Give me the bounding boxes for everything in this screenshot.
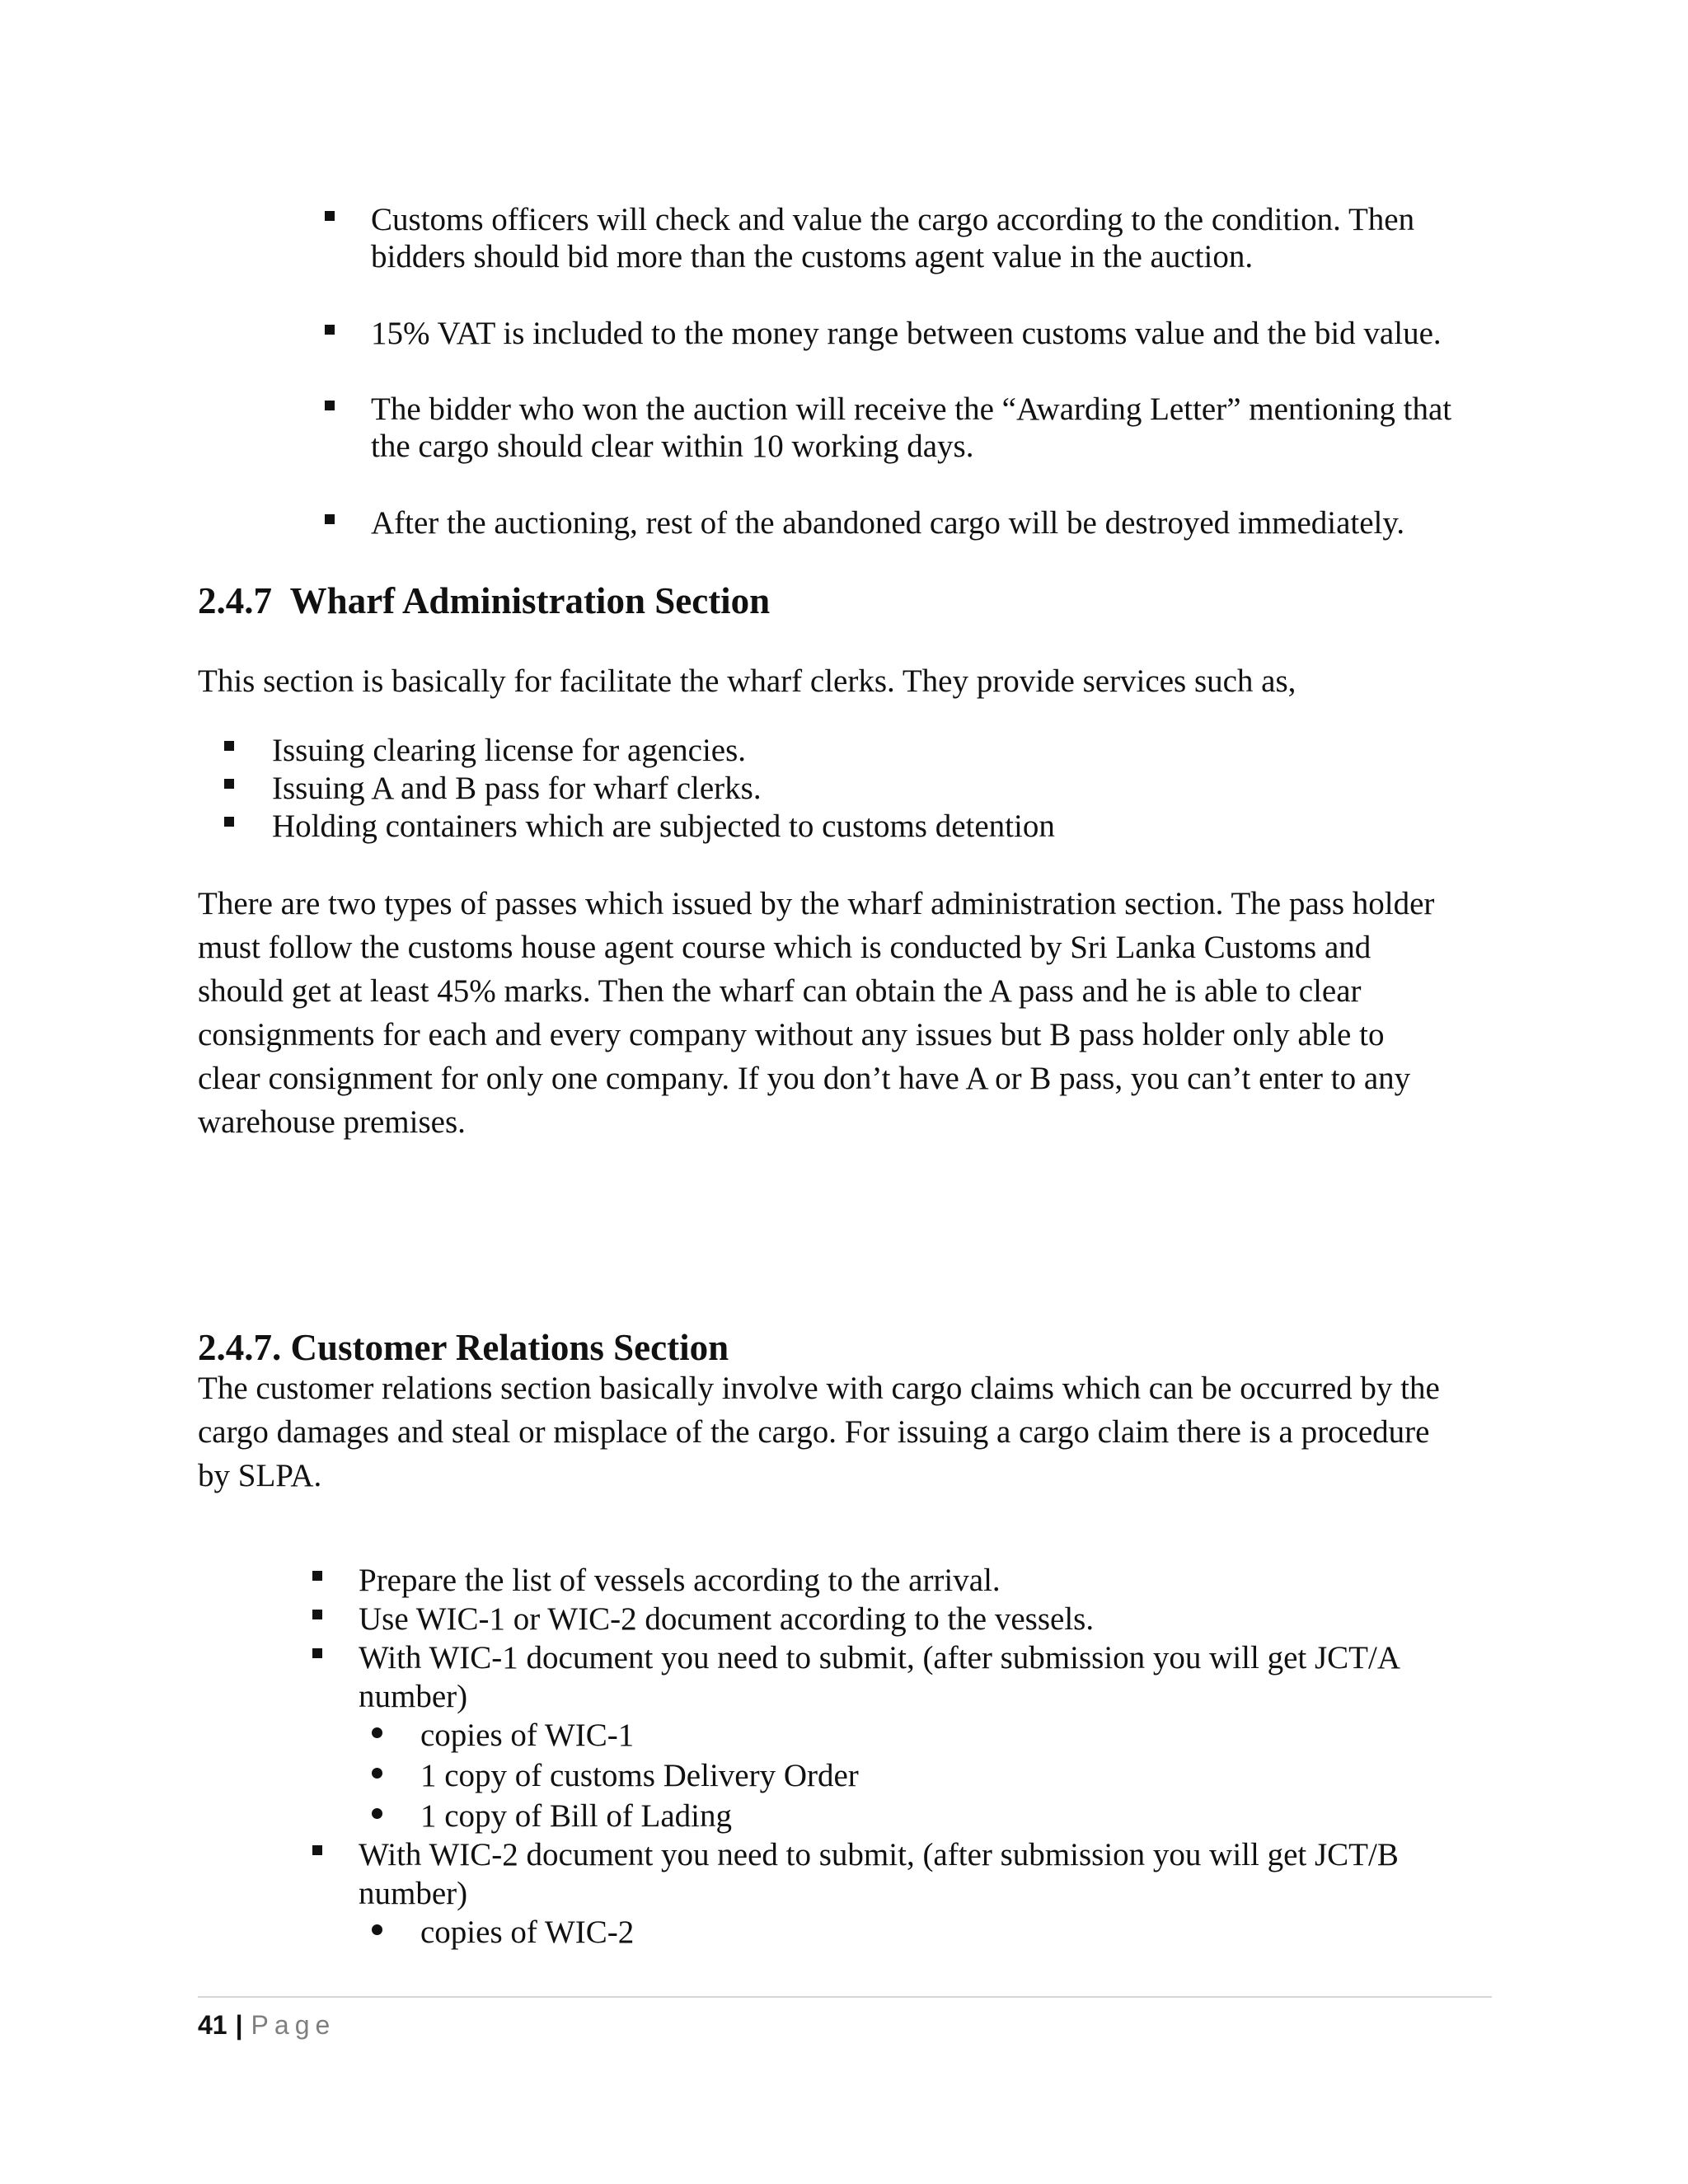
wharf-intro: This section is basically for facilitate the wharf clerks. They provide services such as, (198, 663, 1296, 699)
bullet-square-icon (224, 741, 234, 751)
claim-sub-item: copies of WIC-2 (420, 1915, 635, 1950)
footer-separator: | (235, 2010, 243, 2040)
claim-step-continuation: number) (359, 1876, 468, 1911)
page-footer (198, 2012, 335, 2038)
bullet-square-icon (325, 211, 335, 221)
wharf-section-heading: 2.4.7 Wharf Administration Section (198, 580, 771, 621)
wharf-service-1: Issuing clearing license for agencies. (272, 733, 747, 768)
claim-step: With WIC-2 document you need to submit, (after submission you will get JCT/B (359, 1837, 1399, 1872)
customer-paragraph-line: The customer relations section basically involve with cargo claims which can be occurred by the (198, 1371, 1440, 1406)
bullet-square-icon (325, 325, 335, 335)
claim-step: Use WIC-1 or WIC-2 document according to the vessels. (359, 1601, 1095, 1637)
bullet-square-icon (312, 1648, 322, 1658)
bullet-dot-icon (372, 1808, 382, 1819)
claim-step: Prepare the list of vessels according to the arrival. (359, 1563, 1001, 1598)
wharf-paragraph-line: clear consignment for only one company. If you don’t have A or B pass, you can’t enter to any (198, 1061, 1411, 1096)
wharf-service-3: Holding containers which are subjected to customs detention (272, 808, 1055, 844)
wharf-paragraph-line: must follow the customs house agent course which is conducted by Sri Lanka Customs and (198, 930, 1372, 965)
bullet-square-icon (312, 1610, 322, 1619)
wharf-paragraph-line: There are two types of passes which issued by the wharf administration section. The pass holder (198, 886, 1435, 921)
wharf-service-2: Issuing A and B pass for wharf clerks. (272, 771, 762, 806)
footer-divider (198, 1996, 1492, 1998)
page-label: Page (251, 2010, 336, 2040)
bullet-square-icon (224, 779, 234, 789)
auction-bullet-3-line-2: the cargo should clear within 10 working days. (371, 429, 974, 464)
bullet-dot-icon (372, 1768, 382, 1779)
bullet-square-icon (312, 1845, 322, 1855)
wharf-paragraph-line: consignments for each and every company without any issues but B pass holder only able to (198, 1017, 1385, 1052)
bullet-square-icon (224, 817, 234, 827)
wharf-paragraph-line: should get at least 45% marks. Then the wharf can obtain the A pass and he is able to clear (198, 973, 1362, 1009)
claim-step-continuation: number) (359, 1679, 468, 1714)
auction-bullet-1-line-1: Customs officers will check and value the cargo according to the condition. Then (371, 202, 1415, 237)
customer-paragraph-line: cargo damages and steal or misplace of the cargo. For issuing a cargo claim there is a procedure (198, 1414, 1430, 1450)
customer-section-heading: 2.4.7. Customer Relations Section (198, 1327, 729, 1368)
bullet-square-icon (325, 514, 335, 524)
claim-step: With WIC-1 document you need to submit, (after submission you will get JCT/A (359, 1640, 1400, 1675)
page-number: 41 (198, 2010, 227, 2040)
claim-sub-item: 1 copy of Bill of Lading (420, 1798, 733, 1834)
bullet-dot-icon (372, 1924, 382, 1935)
claim-sub-item: 1 copy of customs Delivery Order (420, 1758, 859, 1793)
bullet-square-icon (312, 1571, 322, 1581)
auction-bullet-2-line-1: 15% VAT is included to the money range between customs value and the bid value. (371, 316, 1442, 351)
claim-sub-item: copies of WIC-1 (420, 1718, 635, 1753)
wharf-paragraph-line: warehouse premises. (198, 1104, 466, 1140)
bullet-dot-icon (372, 1727, 382, 1738)
customer-paragraph-line: by SLPA. (198, 1458, 322, 1493)
auction-bullet-4-line-1: After the auctioning, rest of the abandoned cargo will be destroyed immediately. (371, 505, 1405, 541)
auction-bullet-1-line-2: bidders should bid more than the customs agent value in the auction. (371, 239, 1254, 274)
bullet-square-icon (325, 401, 335, 410)
auction-bullet-3-line-1: The bidder who won the auction will receive the “Awarding Letter” mentioning that (371, 391, 1452, 427)
